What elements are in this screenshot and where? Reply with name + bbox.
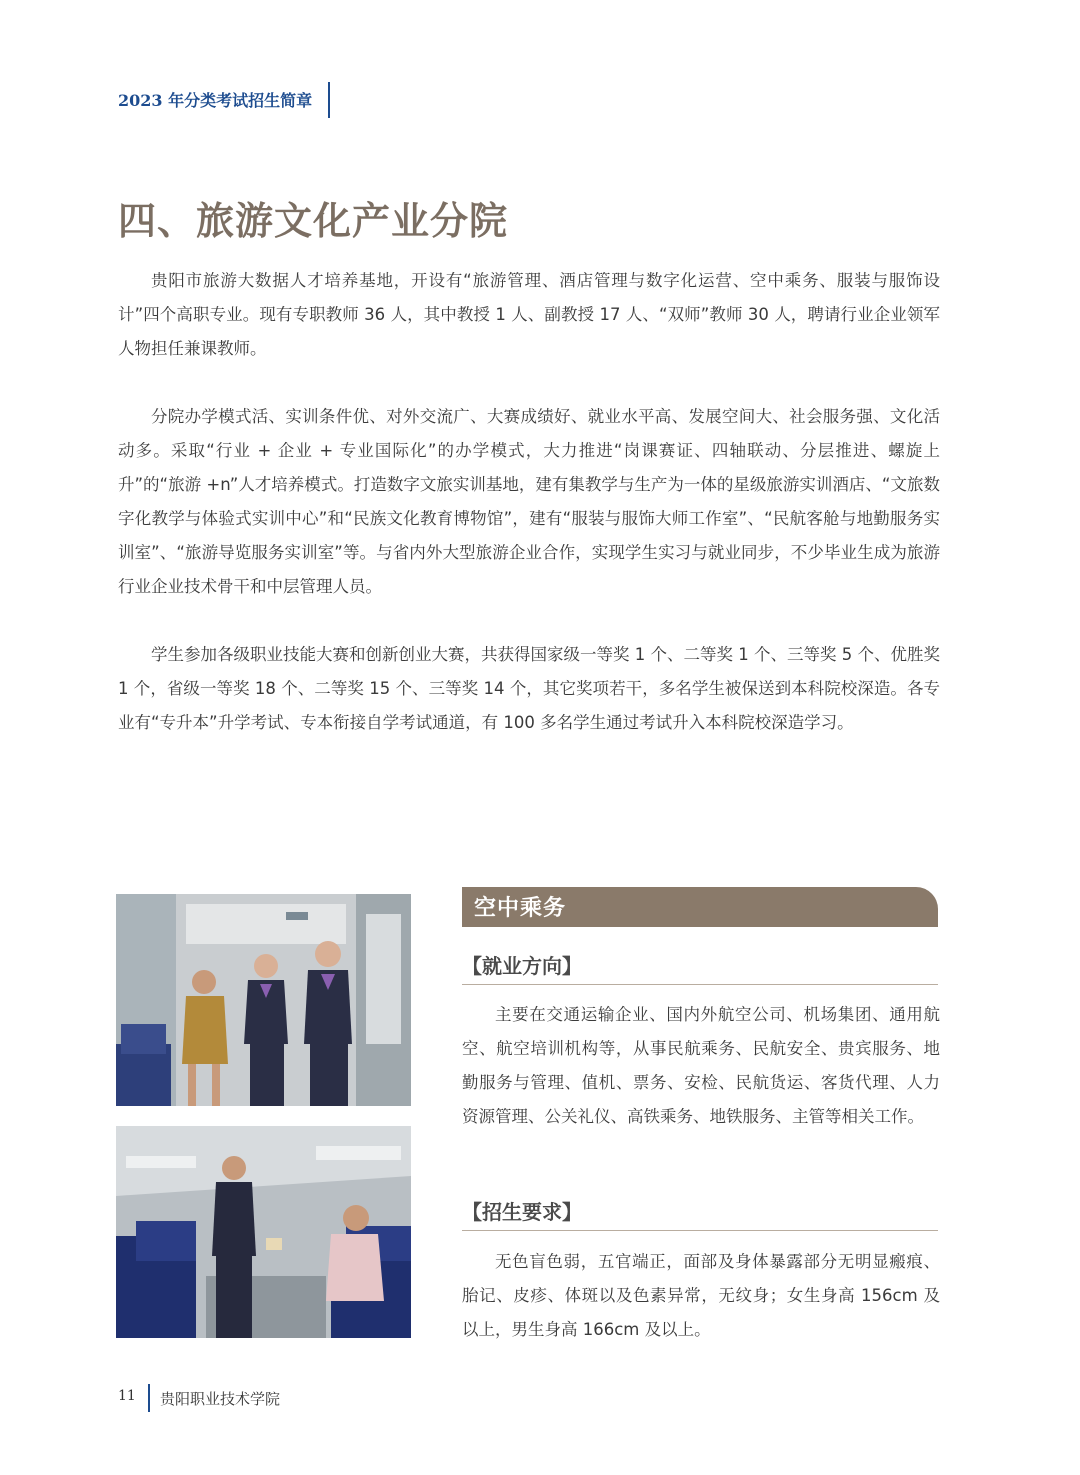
requirements-text: 无色盲色弱，五官端正，面部及身体暴露部分无明显瘢痕、胎记、皮疹、体斑以及色素异常，无纹身；女生身高 156cm 及以上，男生身高 166cm 及以上。 [462, 1252, 940, 1339]
intro-paragraph: 贵阳市旅游大数据人才培养基地，开设有“旅游管理、酒店管理与数字化运营、空中乘务、服装与服饰设计”四个高职专业。现有专职教师 36 人，其中教授 1 人、副教授 17 人、“双师”教师 30 人，聘请行业企业领军人物担任兼课教师。 [118, 271, 940, 358]
header-title: 2023 年分类考试招生简章 [118, 91, 313, 110]
requirements-heading-label: 【招生要求】 [462, 1200, 582, 1224]
employment-heading [462, 946, 938, 985]
employment-heading-label: 【就业方向】 [462, 954, 582, 978]
photo-cabin-service [116, 1126, 411, 1338]
section-title: 四、旅游文化产业分院 [118, 198, 509, 243]
requirements-heading [462, 1192, 938, 1231]
school-name: 贵阳职业技术学院 [160, 1390, 281, 1408]
footer-divider [148, 1384, 150, 1412]
awards-paragraph: 学生参加各级职业技能大赛和创新创业大赛，共获得国家级一等奖 1 个、二等奖 1 个、三等奖 5 个、优胜奖 1 个，省级一等奖 18 个、二等奖 15 个、三等奖 14 个，其它奖项若干，多名学生被保送到本科院校深造。各专业有“专升本”升学考试、专本衔接自学考试通道，有 100 多名学生通过考试升入本科院校深造学习。 [118, 645, 940, 732]
major-title: 空中乘务 [474, 896, 567, 921]
features-paragraph: 分院办学模式活、实训条件优、对外交流广、大赛成绩好、就业水平高、发展空间大、社会服务强、文化活动多。采取“行业 + 企业 + 专业国际化”的办学模式，大力推进“岗课赛证、四轴联动、分层推进、螺旋上升”的“旅游 +n”人才培养模式。打造数字文旅实训基地，建有集教学与生产为一体的星级旅游实训酒店、“文旅数字化教学与体验式实训中心”和“民族文化教育博物馆”，建有“服装与服饰大师工作室”、“民航客舱与地勤服务实训室”、“旅游导览服务实训室”等。与省内外大型旅游企业合作，实现学生实习与就业同步，不少毕业生成为旅游行业企业技术骨干和中层管理人员。 [118, 407, 940, 596]
photo-cabin-greeting [116, 894, 411, 1106]
employment-text: 主要在交通运输企业、国内外航空公司、机场集团、通用航空、航空培训机构等，从事民航乘务、民航安全、贵宾服务、地勤服务与管理、值机、票务、安检、民航货运、客货代理、人力资源管理、公关礼仪、高铁乘务、地铁服务、主管等相关工作。 [462, 1005, 940, 1126]
header-divider [328, 82, 330, 118]
page-number: 11 [118, 1388, 136, 1404]
major-title-band [462, 887, 938, 927]
